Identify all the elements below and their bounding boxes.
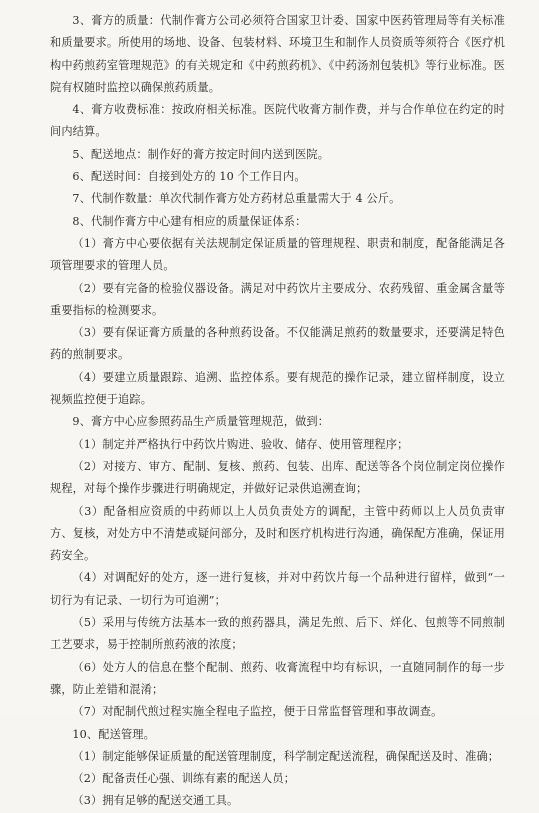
paragraph-fee: 4、膏方收费标准：按政府相关标准。医院代收膏方制作费，并与合作单位在约定的时间内结算。	[50, 103, 505, 139]
list-item-utensils: （5）采用与传统方法基本一致的煎药器具，满足先煎、后下、烊化、包煎等不同煎制工艺要求，易于控制所煎药液的浓度；	[50, 616, 505, 652]
list-item-delivery-staff: （2）配备责任心强、训练有素的配送人员；	[72, 772, 296, 786]
list-item-tracking: （4）要建立质量跟踪、追溯、监控体系。要有规范的操作记录，建立留样制度，设立视频监控便于追踪。	[50, 370, 505, 407]
list-item-review: （4）对调配好的处方，逐一进行复核，并对中药饮片每一个品种进行留样，做到“一切行为有记录、一切行为可追溯”；	[50, 571, 505, 607]
paragraph-delivery-time: 6、配送时间：自接到处方的 10 个工作日内。	[72, 170, 306, 184]
list-item-vehicles: （3）拥有足够的配送交通工具。	[72, 794, 239, 808]
list-item-labeling: （6）处方人的信息在整个配制、煎药、收膏流程中均有标识，一直随同制作的每一步骤，防止差错和混淆；	[50, 660, 505, 696]
list-item-instruments: （2）要有完备的检验仪器设备。满足对中药饮片主要成分、农药残留、重金属含量等重要指标的检测要求。	[50, 281, 505, 317]
list-item-pharmacist: （3）配备相应资质的中药师以上人员负责处方的调配，主管中药师以上人员负责审方、复核，对处方中不清楚或疑问部分，及时和医疗机构进行沟通，确保配方准确，保证用药安全。	[50, 504, 505, 563]
paragraph-quantity: 7、代制作数量：单次代制作膏方处方药材总重量需大于 4 公斤。	[72, 192, 401, 206]
paragraph-quality-system: 8、代制作膏方中心建有相应的质量保证体系：	[72, 214, 307, 228]
list-item-post-rules: （2）对接方、审方、配制、复核、煎药、包装、出库、配送等各个岗位制定岗位操作规程，对每个操作步骤进行明确规定，并做好记录供追溯查询；	[50, 459, 505, 496]
paragraph-gmp: 9、膏方中心应参照药品生产质量管理规范，做到：	[72, 415, 330, 429]
list-item-delivery-system: （1）制定能够保证质量的配送管理制度，科学制定配送流程，确保配送及时、准确；	[72, 749, 500, 763]
paragraph-delivery-location: 5、配送地点：制作好的膏方按定时间内送到医院。	[72, 147, 330, 161]
list-item-management: （1）膏方中心要依据有关法规制定保证质量的管理规程、职责和制度，配备能满足各项管理要求的管理人员。	[50, 236, 505, 273]
list-item-monitoring: （7）对配制代煎过程实施全程电子监控，便于日常监督管理和事故调查。	[72, 705, 443, 719]
list-item-procedures: （1）制定并严格执行中药饮片购进、验收、储存、使用管理程序；	[72, 437, 409, 451]
paragraph-quality: 3、膏方的质量：代制作膏方公司必须符合国家卫计委、国家中医药管理局等有关标准和质量要求。所使用的场地、设备、包装材料、环境卫生和制作人员资质等须符合《医疗机构中药煎药室管理规范》的有关规定和《中药煎药机》、《中药汤剂包装机》等行业标准。医院有权随时监控以确保煎药质量。	[50, 14, 505, 94]
paragraph-delivery-management: 10、配送管理。	[72, 727, 155, 741]
list-item-equipment: （3）要有保证膏方质量的各种煎药设备。不仅能满足煎药的数量要求，还要满足特色药的煎制要求。	[50, 326, 505, 362]
